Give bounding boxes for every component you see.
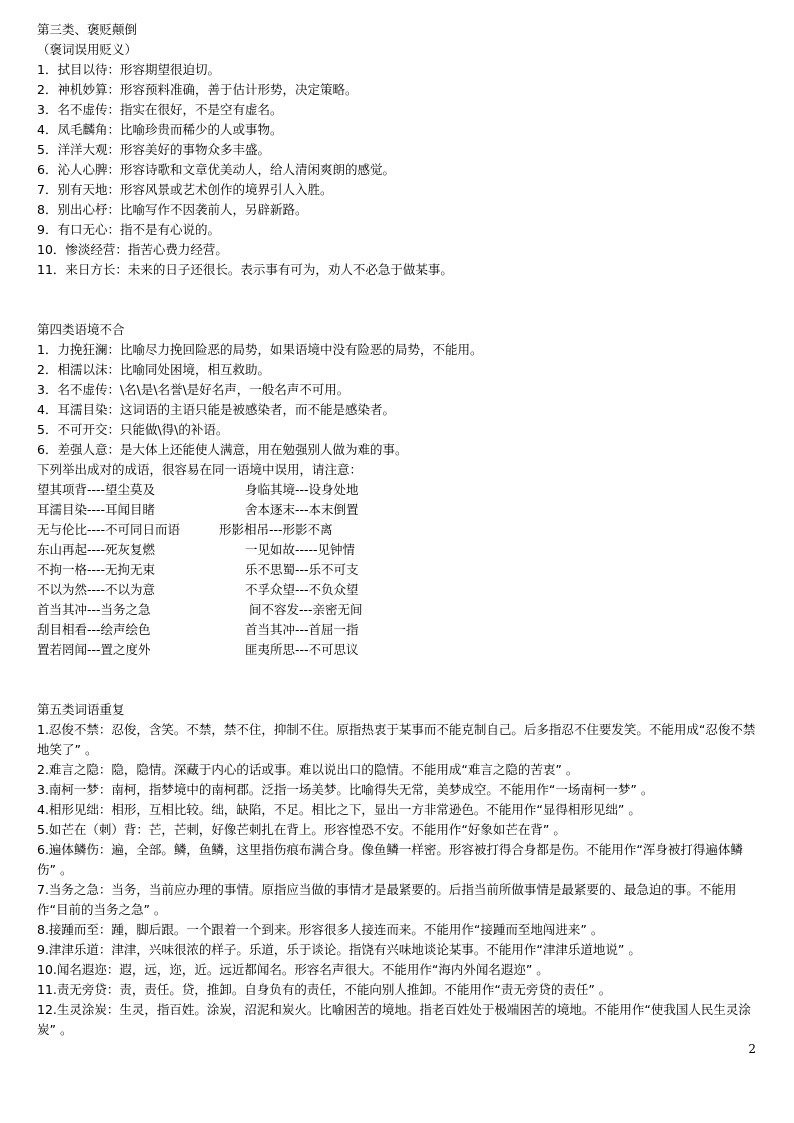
idiom-pair-right: 一见如故-----见钟情 <box>245 542 356 557</box>
list-item: 10．惨淡经营：指苦心费力经营。 <box>37 242 228 257</box>
idiom-pair-row <box>37 500 759 520</box>
idiom-pair-left: 刮目相看---绘声绘色 <box>37 622 151 637</box>
idiom-pair-row <box>37 480 759 500</box>
list-item: 2．神机妙算：形容预料准确，善于估计形势，决定策略。 <box>37 82 358 97</box>
list-item: 2．相濡以沫：比喻同处困境，相互救助。 <box>37 362 270 377</box>
list-item: 1.忍俊不禁：忍俊，含笑。不禁，禁不住，抑制不住。原指热衷于某事而不能克制自己。后多指忍不住要发笑。不能用成“忍俊不禁地笑了” 。 <box>37 722 756 757</box>
list-item: 5．洋洋大观：形容美好的事物众多丰盛。 <box>37 142 270 157</box>
list-item: 8．别出心杼：比喻写作不因袭前人，另辟新路。 <box>37 202 308 217</box>
idiom-pair-left: 东山再起----死灰复燃 <box>37 542 156 557</box>
idiom-pair-left: 不拘一格----无拘无束 <box>37 562 156 577</box>
list-item: 5．不可开交：只能做\得\的补语。 <box>37 422 229 437</box>
list-item: 8.接踵而至：踵，脚后跟。一个跟着一个到来。形容很多人接连而来。不能用作“接踵而至地闯进来” 。 <box>37 922 604 937</box>
list-item: 3.南柯一梦：南柯，指梦境中的南柯郡。泛指一场美梦。比喻得失无常，美梦成空。不能用作“一场南柯一梦” 。 <box>37 782 654 797</box>
list-item: 3．名不虚传：指实在很好，不是空有虚名。 <box>37 102 283 117</box>
list-item: 10.闻名遐迩：遐，远，迩，近。远近都闻名。形容名声很大。不能用作“海内外闻名遐迩” 。 <box>37 962 549 977</box>
section4-title: 第四类语境不合 <box>37 322 125 337</box>
list-item: 4.相形见绌：相形，互相比较。绌，缺陷，不足。相比之下，显出一方非常逊色。不能用作“显得相形见绌” 。 <box>37 802 641 817</box>
section-spacer <box>37 280 759 320</box>
list-item: 4．耳濡目染：这词语的主语只能是被感染者，而不能是感染者。 <box>37 402 395 417</box>
idiom-pair-row <box>37 560 759 580</box>
list-item: 1．力挽狂澜：比喻尽力挽回险恶的局势，如果语境中没有险恶的局势，不能用。 <box>37 342 483 357</box>
idiom-pair-row <box>37 540 759 560</box>
list-item: 12.生灵涂炭：生灵，指百姓。涂炭，沼泥和炭火。比喻困苦的境地。指老百姓处于极端困苦的境地。不能用作“使我国人民生灵涂炭” 。 <box>37 1002 751 1037</box>
list-item: 6．差强人意：是大体上还能使人满意，用在勉强别人做为难的事。 <box>37 442 408 457</box>
idiom-pair-left: 置若罔闻---置之度外 <box>37 642 151 657</box>
page-number: 2 <box>748 1042 756 1056</box>
section3-subtitle: （褒词误用贬义） <box>37 42 138 57</box>
idiom-pair-left: 望其项背----望尘莫及 <box>37 482 156 497</box>
document-page <box>37 20 759 1040</box>
list-item: 5.如芒在（刺）背：芒，芒刺，好像芒刺扎在背上。形容惶恐不安。不能用作“好象如芒在背” 。 <box>37 822 566 837</box>
idiom-pair-right: 身临其境---设身处地 <box>245 482 359 497</box>
idiom-pair-right: 匪夷所思---不可思议 <box>245 642 359 657</box>
idiom-pair-left: 首当其冲---当务之急 <box>37 602 151 617</box>
idiom-pair-row <box>37 640 759 660</box>
list-item: 9．有口无心：指不是有心说的。 <box>37 222 220 237</box>
idiom-pair-right: 不孚众望---不负众望 <box>245 582 359 597</box>
list-item: 2.难言之隐：隐，隐情。深藏于内心的话或事。难以说出口的隐情。不能用成“难言之隐的苦衷” 。 <box>37 762 579 777</box>
list-item: 1．拭目以待：形容期望很迫切。 <box>37 62 220 77</box>
list-item: 6.遍体鳞伤：遍，全部。鳞，鱼鳞，这里指伤痕布满合身。像鱼鳞一样密。形容被打得合身都是伤。不能用作“浑身被打得遍体鳞伤” 。 <box>37 842 743 877</box>
idiom-pair-right: 舍本逐末---本末倒置 <box>245 502 359 517</box>
idiom-pair-right: 形影相吊---形影不离 <box>219 522 333 537</box>
section4-note: 下列举出成对的成语，很容易在同一语境中误用，请注意： <box>37 462 363 477</box>
idiom-pair-left: 无与伦比----不可同日而语 <box>37 522 181 537</box>
list-item: 11.责无旁贷：责，责任。贷，推卸。自身负有的责任，不能向别人推卸。不能用作“责无旁贷的责任” 。 <box>37 982 612 997</box>
idiom-pair-right: 首当其冲---首屈一指 <box>245 622 359 637</box>
list-item: 7．别有天地：形容风景或艺术创作的境界引人入胜。 <box>37 182 333 197</box>
idiom-pair-row <box>37 520 759 540</box>
list-item: 11．来日方长：未来的日子还很长。表示事有可为，劝人不必急于做某事。 <box>37 262 453 277</box>
idiom-pair-row <box>37 600 759 620</box>
list-item: 3．名不虚传：\名\是\名誉\是好名声，一般名声不可用。 <box>37 382 350 397</box>
list-item: 6．沁人心脾：形容诗歌和文章优美动人，给人清闲爽朗的感觉。 <box>37 162 395 177</box>
idiom-pair-row <box>37 620 759 640</box>
idiom-pair-row <box>37 580 759 600</box>
idiom-pair-right: 间不容发---亲密无间 <box>245 602 363 617</box>
list-item: 7.当务之急：当务，当前应办理的事情。原指应当做的事情才是最紧要的。后指当前所做事情是最紧要的、最急迫的事。不能用作“目前的当务之急” 。 <box>37 882 737 917</box>
idiom-pair-left: 不以为然----不以为意 <box>37 582 156 597</box>
list-item: 9.津津乐道：津津，兴味很浓的样子。乐道，乐于谈论。指饶有兴味地谈论某事。不能用作“津津乐道地说” 。 <box>37 942 641 957</box>
section-spacer <box>37 660 759 700</box>
list-item: 4．凤毛麟角：比喻珍贵而稀少的人或事物。 <box>37 122 283 137</box>
section5-title: 第五类词语重复 <box>37 702 125 717</box>
idiom-pair-right: 乐不思蜀---乐不可支 <box>245 562 359 577</box>
section3-title: 第三类、褒贬颠倒 <box>37 22 138 37</box>
idiom-pair-left: 耳濡目染----耳闻目睹 <box>37 502 156 517</box>
